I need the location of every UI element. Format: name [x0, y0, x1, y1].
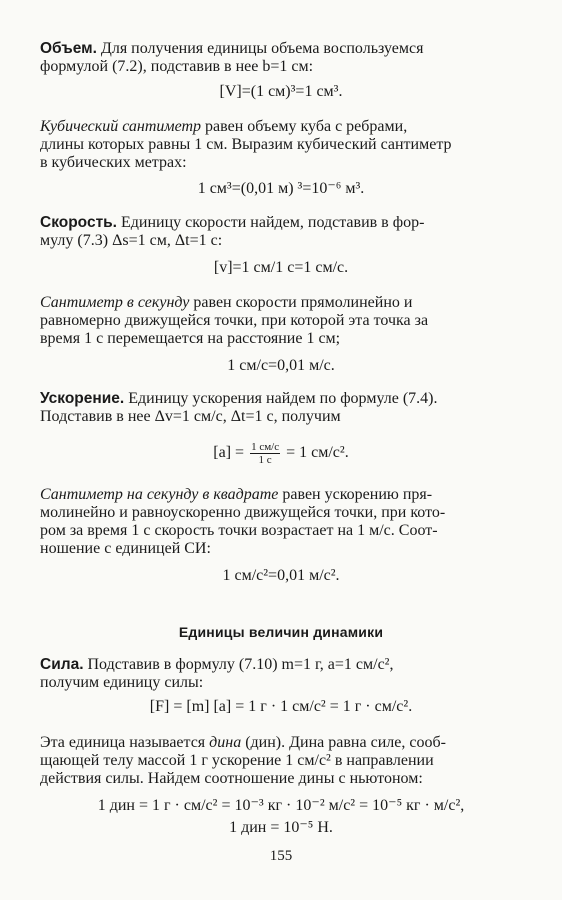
force-text-line: получим единицу силы:: [40, 674, 204, 691]
cm-per-s2-paragraph: [40, 486, 518, 558]
speed-formula: [v]=1 см/1 с=1 см/с.: [213, 259, 349, 276]
cm-per-s2-text-line: ношение с единицей СИ:: [40, 540, 211, 557]
fraction-denominator: 1 с: [258, 453, 272, 466]
cubic-cm-text: равен объему куба с ребрами,: [201, 118, 408, 135]
accel-text-line: Единицу ускорения найдем по формуле (7.4).: [124, 390, 438, 407]
dyne-conversion-2: 1 дин = 10⁻⁵ Н.: [229, 819, 333, 836]
cm-per-s-paragraph: [40, 294, 518, 348]
speed-text-line: мулу (7.3) Δs=1 см, Δt=1 с:: [40, 232, 223, 249]
force-formula: [F] = [m] [a] = 1 г · 1 см/с² = 1 г · см/с².: [149, 698, 413, 715]
accel-formula-left: [a] =: [213, 444, 245, 461]
cm-per-s-conversion: 1 см/с=0,01 м/с.: [227, 357, 335, 374]
force-title: Сила.: [40, 656, 84, 673]
force-paragraph: [40, 656, 518, 692]
cubic-cm-text-line: в кубических метрах:: [40, 154, 187, 171]
cm-per-s-text-line: равномерно движущейся точки, при которой эта точка за: [40, 312, 429, 329]
speed-title: Скорость.: [40, 214, 117, 231]
force-text-line: Подставив в формулу (7.10) m=1 г, a=1 см/с²,: [83, 656, 394, 673]
cubic-cm-text-line: длины которых равны 1 см. Выразим кубический сантиметр: [40, 136, 452, 153]
dyne-text-line: щающей телу массой 1 г ускорение 1 см/с² в направлении: [40, 752, 434, 769]
cm-per-s2-text: равен ускорению пря-: [278, 486, 433, 503]
cm-per-s2-text-line: ром за время 1 с скорость точки возрастает на 1 м/с. Соот-: [40, 522, 438, 539]
volume-text-line: Для получения единицы объема воспользуемся: [96, 40, 424, 57]
accel-paragraph: [40, 390, 518, 426]
volume-text-line: формулой (7.2), подставив в нее b=1 см:: [40, 58, 314, 75]
dyne-paragraph: [40, 734, 518, 788]
cm-per-s-text-line: время 1 с перемещается на расстояние 1 см;: [40, 330, 341, 347]
cm-per-s-term: Сантиметр в секунду: [40, 294, 190, 311]
accel-fraction: [250, 441, 280, 466]
volume-title: Объем.: [40, 40, 97, 57]
dyne-text: Эта единица называется: [40, 734, 210, 751]
dyne-text-line: действия силы. Найдем соотношение дины с ньютоном:: [40, 770, 423, 787]
cm-per-s2-conversion: 1 см/с²=0,01 м/с².: [222, 567, 340, 584]
accel-title: Ускорение.: [40, 390, 125, 407]
accel-formula: [0, 440, 562, 466]
dyne-term: дина: [209, 734, 242, 751]
dyne-text: (дин). Дина равна силе, сооб-: [241, 734, 446, 751]
cm-per-s2-term: Сантиметр на секунду в квадрате: [40, 486, 279, 503]
volume-paragraph: [40, 40, 518, 76]
speed-text-line: Единицу скорости найдем, подставив в фор-: [117, 214, 425, 231]
fraction-numerator: 1 см/с: [251, 440, 280, 453]
page-number: 155: [269, 848, 293, 864]
cubic-cm-paragraph: [40, 118, 518, 172]
cubic-cm-term: Кубический сантиметр: [40, 118, 202, 135]
cm-per-s-text: равен скорости прямолинейно и: [189, 294, 413, 311]
volume-formula: [V]=(1 см)³=1 см³.: [219, 83, 343, 100]
cm-per-s2-text-line: молинейно и равноускоренно движущейся точки, при кото-: [40, 504, 446, 521]
dyne-conversion-1: 1 дин = 1 г · см/с² = 10⁻³ кг · 10⁻² м/с² = 10⁻⁵ кг · м/с²,: [97, 797, 465, 814]
accel-text-line: Подставив в нее Δv=1 см/с, Δt=1 с, получим: [40, 408, 341, 425]
accel-formula-right: = 1 см/с².: [286, 444, 349, 461]
cubic-cm-conversion: 1 см³=(0,01 м) ³=10⁻⁶ м³.: [197, 180, 365, 197]
section-heading: Единицы величин динамики: [178, 624, 384, 640]
speed-paragraph: [40, 214, 518, 250]
